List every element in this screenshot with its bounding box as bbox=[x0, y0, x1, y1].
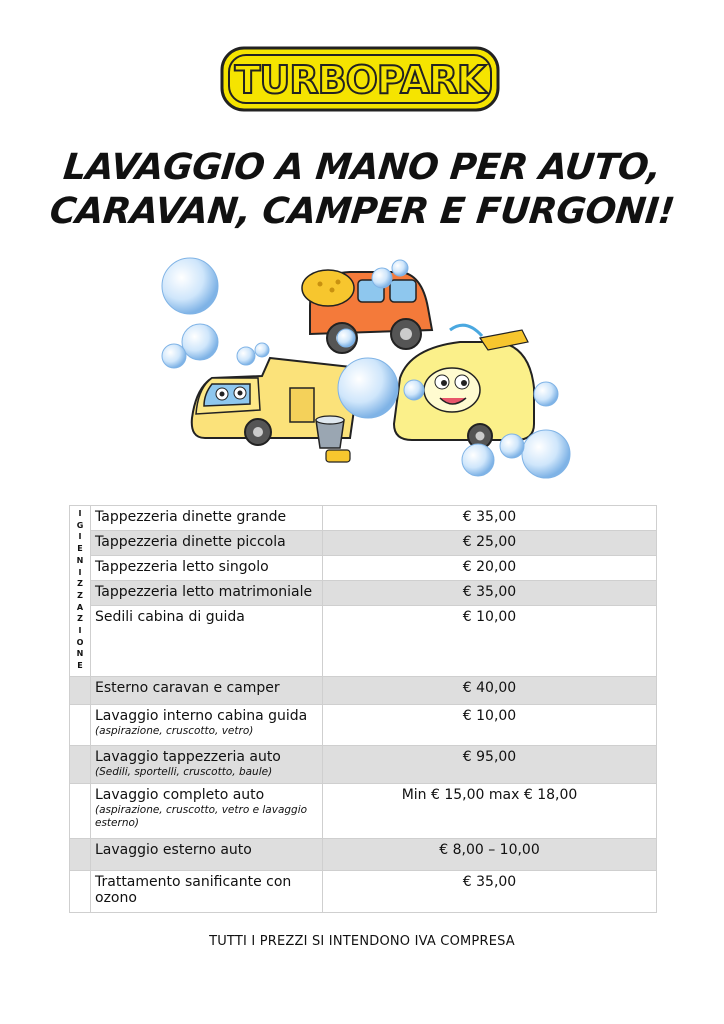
service-cell bbox=[91, 746, 323, 784]
side-letter: I bbox=[78, 532, 82, 542]
price-row bbox=[70, 871, 657, 913]
side-letter: E bbox=[77, 661, 83, 671]
price-cell: € 25,00 bbox=[323, 531, 657, 556]
side-letter: I bbox=[78, 509, 82, 518]
price-cell: € 95,00 bbox=[323, 746, 657, 784]
side-cell bbox=[70, 705, 91, 746]
service-detail: (aspirazione, cruscotto, vetro) bbox=[95, 725, 254, 737]
price-row bbox=[70, 581, 657, 606]
logo-text: TURBOPARK bbox=[234, 58, 486, 102]
service-name: Lavaggio completo auto bbox=[95, 787, 265, 803]
side-cell bbox=[70, 784, 91, 839]
price-row bbox=[70, 531, 657, 556]
side-letter: A bbox=[76, 602, 84, 612]
price-cell: Min € 15,00 max € 18,00 bbox=[323, 784, 657, 839]
side-cell bbox=[70, 839, 91, 871]
side-cell bbox=[70, 677, 91, 705]
price-cell: € 40,00 bbox=[323, 677, 657, 705]
headline-line-2: CARAVAN, CAMPER E FURGONI! bbox=[47, 191, 677, 232]
side-letter: I bbox=[78, 567, 82, 577]
service-name: Tappezzeria letto matrimoniale bbox=[95, 584, 313, 600]
service-name: Tappezzeria letto singolo bbox=[95, 559, 269, 575]
vehicles-illustration bbox=[150, 238, 580, 486]
price-row bbox=[70, 677, 657, 705]
service-cell bbox=[91, 531, 323, 556]
side-letter: I bbox=[78, 626, 82, 636]
service-name: Esterno caravan e camper bbox=[95, 680, 280, 696]
side-letter: O bbox=[76, 637, 84, 647]
side-cell bbox=[70, 746, 91, 784]
price-cell: € 35,00 bbox=[323, 506, 657, 531]
headline-line-1: LAVAGGIO A MANO PER AUTO, bbox=[61, 147, 663, 188]
price-row bbox=[70, 839, 657, 871]
price-cell: € 10,00 bbox=[323, 705, 657, 746]
service-cell bbox=[91, 784, 323, 839]
service-name: Tappezzeria dinette grande bbox=[95, 509, 287, 525]
service-name: Tappezzeria dinette piccola bbox=[95, 534, 286, 550]
price-cell: € 8,00 – 10,00 bbox=[323, 839, 657, 871]
service-cell bbox=[91, 871, 323, 913]
service-name: Lavaggio esterno auto bbox=[95, 842, 252, 858]
service-cell bbox=[91, 581, 323, 606]
service-cell bbox=[91, 839, 323, 871]
side-letter: Z bbox=[77, 614, 83, 624]
side-letter: G bbox=[76, 520, 84, 530]
service-cell bbox=[91, 677, 323, 705]
service-name: Trattamento sanificante con ozono bbox=[95, 874, 292, 906]
service-detail: (Sedili, sportelli, cruscotto, baule) bbox=[95, 766, 273, 778]
service-cell bbox=[91, 506, 323, 531]
price-row bbox=[70, 705, 657, 746]
price-row bbox=[70, 506, 657, 531]
headline bbox=[40, 146, 684, 234]
side-cell bbox=[70, 871, 91, 913]
side-label-igienizzazione bbox=[70, 506, 91, 677]
service-detail: (aspirazione, cruscotto, vetro e lavaggio esterno) bbox=[95, 804, 308, 829]
side-letter: E bbox=[77, 544, 83, 554]
side-letter: N bbox=[76, 649, 84, 659]
service-cell bbox=[91, 606, 323, 677]
service-name: Lavaggio interno cabina guida bbox=[95, 708, 308, 724]
orange-van bbox=[302, 270, 432, 353]
price-cell: € 10,00 bbox=[323, 606, 657, 677]
price-cell: € 20,00 bbox=[323, 556, 657, 581]
price-cell: € 35,00 bbox=[323, 581, 657, 606]
price-row bbox=[70, 784, 657, 839]
side-letter: Z bbox=[77, 579, 83, 589]
side-letter: Z bbox=[77, 590, 83, 600]
service-cell bbox=[91, 556, 323, 581]
turbopark-logo bbox=[220, 46, 500, 112]
service-name: Lavaggio tappezzeria auto bbox=[95, 749, 281, 765]
price-row bbox=[70, 746, 657, 784]
price-row bbox=[70, 556, 657, 581]
price-cell: € 35,00 bbox=[323, 871, 657, 913]
price-table bbox=[69, 505, 657, 913]
vat-note: TUTTI I PREZZI SI INTENDONO IVA COMPRESA bbox=[209, 934, 515, 949]
price-row bbox=[70, 606, 657, 677]
service-cell bbox=[91, 705, 323, 746]
side-letter: N bbox=[76, 555, 84, 565]
service-name: Sedili cabina di guida bbox=[95, 609, 245, 625]
